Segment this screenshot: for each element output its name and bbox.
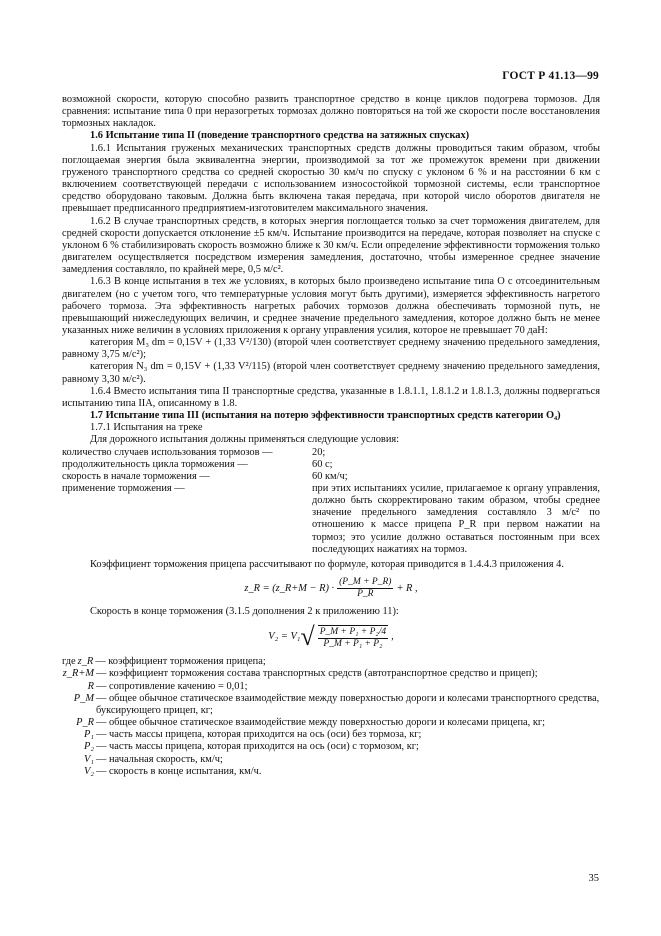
- definition-text: — коэффициент торможения прицепа;: [95, 656, 266, 668]
- definition-symbol: P_M: [73, 692, 94, 704]
- paragraph-category-n3: категория N₃ dm = 0,15V + (1,33 V²/115) (второй член соответствует среднему значению предельного замедления, равному 3,30 м/с²).: [62, 361, 600, 385]
- definition-symbol: R: [87, 680, 94, 692]
- formula-lhs: z_R = (z_R+M − R) ·: [244, 582, 335, 594]
- definition-text: — общее обычное статическое взаимодействие между поверхностью дороги и колесами транспортного средства, буксирующего прицеп, кг;: [96, 692, 600, 716]
- condition-value: 60 км/ч;: [312, 470, 348, 482]
- formula-numerator: P_M + P₁ + P₂/4: [319, 626, 387, 637]
- formula-fraction: [337, 577, 393, 600]
- condition-label: продолжительность цикла торможения —: [62, 458, 248, 470]
- paragraph-1-6-2: 1.6.2 В случае транспортных средств, в которых энергия поглощается только за счет торможения двигателем, для средней скорости допускается отклонение ±5 км/ч. Испытание производится на передаче, которая позволяет на спуске с уклоном 6 % стабилизировать скорость возможно ближе к 30 км/ч. Если определение эффективности торможения только двигателем осуществляется посредством измерения замедления, достаточно, чтобы измеренное среднее значение замедления составляло, по крайней мере, 0,5 м/с².: [62, 215, 600, 276]
- paragraph-1-6-3: 1.6.3 В конце испытания в тех же условиях, в которых было произведено испытание типа О с отсоединительным двигателем (но с учетом того, что температурные условия могут быть другими), измеряется эффективность нагретого рабочего тормоза. Эта эффективность нагретых рабочих тормозов должна обеспечивать тормозной путь, не превышающий нижеследующих величин, и среднее значение предельного замедления, которое должно быть не менее указанных ниже величин в условиях приложения к органу управления усилия, которое не превышает 70 даН:: [62, 276, 600, 336]
- definition-text: — сопротивление качению = 0,01;: [96, 680, 248, 692]
- square-root-sign: [300, 624, 391, 650]
- formula-numerator: (P_M + P_R): [339, 577, 392, 588]
- paragraph-coefficient: Коэффициент торможения прицепа рассчитывают по формуле, которая приводится в 1.4.4.3 приложения 4.: [90, 558, 564, 570]
- definition-row: [62, 681, 600, 693]
- definition-row: [62, 729, 600, 741]
- conditions-list: [62, 447, 600, 556]
- formula-denominator: P_M + P₁ + P₂: [323, 638, 383, 649]
- paragraph-1-7-1: 1.7.1 Испытания на треке: [90, 422, 203, 434]
- document-id: ГОСТ Р 41.13—99: [502, 70, 599, 82]
- definitions-intro: где: [62, 656, 76, 668]
- definition-row: [62, 656, 600, 668]
- definition-text: — часть массы прицепа, которая приходится на ось (оси) без тормоза, кг;: [96, 729, 422, 741]
- definition-symbol: P_R: [76, 717, 94, 729]
- page-number: 35: [588, 873, 599, 884]
- definition-symbol: P₁: [84, 729, 94, 741]
- formula-tail: + R ,: [396, 582, 418, 594]
- definition-symbol: P₂: [84, 741, 94, 753]
- paragraph-end-speed: Скорость в конце торможения (3.1.5 дополнения 2 к приложению 11):: [90, 606, 399, 618]
- condition-label: количество случаев использования тормозов —: [62, 446, 273, 458]
- definition-row: [62, 754, 600, 766]
- formula-end-speed: [62, 624, 600, 650]
- definition-symbol: z_R: [77, 656, 94, 668]
- condition-label: применение торможения —: [62, 483, 185, 494]
- condition-row: [62, 447, 600, 459]
- formula-fraction: [318, 625, 388, 650]
- formula-braking-coefficient: [62, 577, 600, 600]
- condition-row: [62, 483, 600, 556]
- formula-tail: ,: [391, 631, 394, 643]
- formula-denominator: P_R: [357, 589, 374, 600]
- definition-symbol: z_R+M: [62, 668, 94, 680]
- definition-row: [62, 693, 600, 717]
- radical-icon: √: [300, 622, 315, 652]
- section-heading-1-7: 1.7 Испытание типа III (испытания на потерю эффективности транспортных средств категории O₄): [90, 410, 561, 422]
- definition-row: [62, 741, 600, 753]
- definitions-list: [62, 656, 600, 778]
- section-heading-1-6: 1.6 Испытание типа II (поведение транспортного средства на затяжных спусках): [90, 130, 470, 142]
- definition-text: — коэффициент торможения состава транспортных средств (автотранспортное средство и прицеп);: [96, 668, 538, 680]
- condition-value: 60 с;: [312, 458, 333, 470]
- definition-row: [62, 717, 600, 729]
- condition-row: [62, 471, 600, 483]
- definition-symbol: V₂: [84, 765, 94, 777]
- definition-text: — начальная скорость, км/ч;: [96, 753, 223, 765]
- definition-row: [62, 766, 600, 778]
- paragraph-1-6-1: 1.6.1 Испытания груженых механических транспортных средств должны проводиться таким образом, чтобы поглощаемая энергия была эквивалентна энергии, производимой за тот же промежуток времени при движении груженого транспортного средства со средней скоростью 30 км/ч по спуску с уклоном 6 % и на расстоянии 6 км с включением соответствующей передачи с использованием износостойкой тормозной системы, если транспортное средство оборудовано таковым. Должна быть включена такая передача, при которой число оборотов двигателя не превышает предписанного предприятием-изготовителем максимального значения.: [62, 142, 600, 215]
- condition-row: [62, 459, 600, 471]
- page-body: [62, 94, 600, 778]
- definition-row: [62, 668, 600, 680]
- definition-symbol: V₁: [84, 753, 94, 765]
- paragraph-continuation: возможной скорости, которую способно развить транспортное средство в конце циклов подогрева тормозов. Для сравнения: испытание типа 0 при неразогретых тормозах должно повторяться на той же скорости после восстановления тормозных накладок.: [62, 94, 600, 130]
- definition-text: — общее обычное статическое взаимодействие между поверхностью дороги и колесами прицепа, кг;: [96, 717, 546, 729]
- condition-value: при этих испытаниях усилие, прилагаемое к органу управления, должно быть скорректировано таким образом, чтобы среднее значение предельного замедления составляло 3 м/с² по отношению к массе прицепа P_R при первом нажатии на тормоз; это усилие должно оставаться постоянным при всех последующих нажатиях на тормоз.: [312, 483, 600, 555]
- definition-text: — часть массы прицепа, которая приходится на ось (оси) с тормозом, кг;: [96, 741, 419, 753]
- paragraph-category-m3: категория M₃ dm = 0,15V + (1,33 V²/130) (второй член соответствует среднему значению предельного замедления, равному 3,75 м/с²);: [62, 337, 600, 361]
- paragraph-1-6-4: 1.6.4 Вместо испытания типа II транспортные средства, указанные в 1.8.1.1, 1.8.1.2 и 1.8.1.3, должны подвергаться испытанию типа IIA, описанному в 1.8.: [62, 385, 600, 409]
- condition-value: 20;: [312, 446, 326, 458]
- formula-lhs: V₂ = V₁: [268, 631, 301, 643]
- paragraph-conditions-intro: Для дорожного испытания должны применяться следующие условия:: [90, 434, 400, 446]
- condition-label: скорость в начале торможения —: [62, 470, 210, 482]
- definition-text: — скорость в конце испытания, км/ч.: [96, 765, 262, 777]
